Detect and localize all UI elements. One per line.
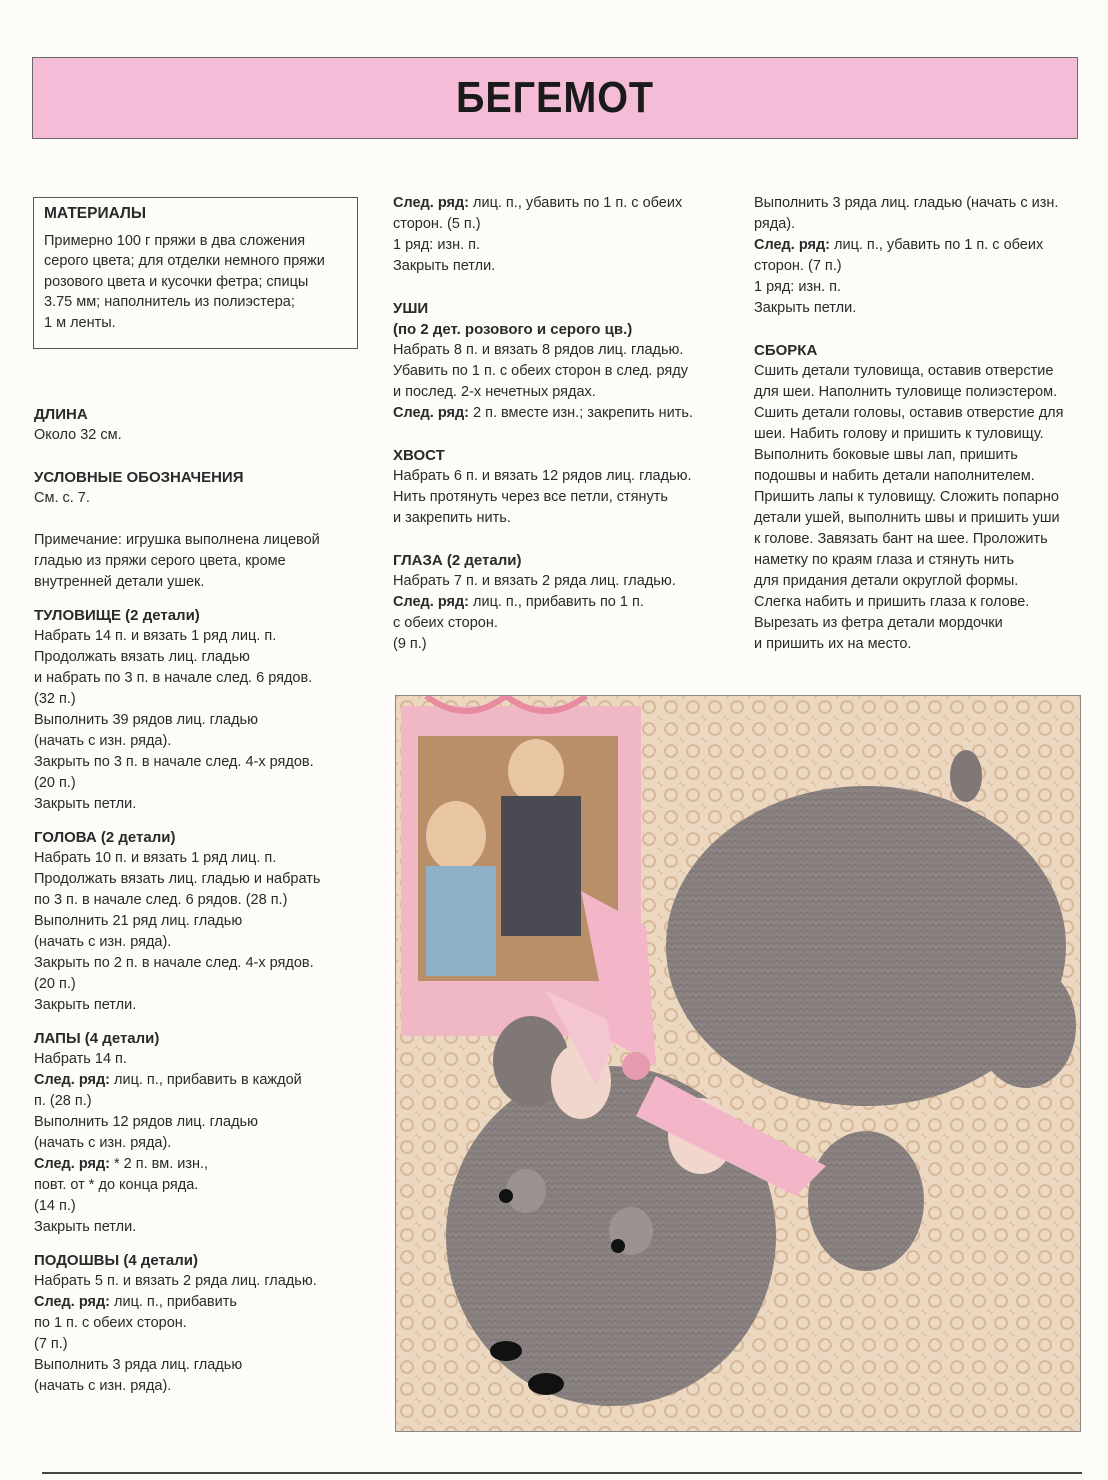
title-banner [32, 57, 1078, 139]
hippo-eye [611, 1239, 625, 1253]
column-1 [34, 404, 364, 1397]
paws-line [34, 1154, 364, 1175]
note-line: гладью из пряжи серого цвета, кроме [34, 553, 286, 569]
assembly-line: для шеи. Наполнить туловище полиэстером. [754, 384, 1058, 400]
assembly-heading: СБОРКА [754, 342, 818, 359]
col2-line: сторон. (5 п.) [393, 216, 481, 232]
row-text: 2 п. вместе изн.; закрепить нить. [468, 405, 693, 421]
tail-line: Нить протянуть через все петли, стянуть [393, 489, 668, 505]
body-line: Продолжать вязать лиц. гладью [34, 649, 250, 665]
length-text: Около 32 см. [34, 427, 122, 443]
paws-line: Закрыть петли. [34, 1219, 137, 1235]
tail-line: и закрепить нить. [393, 510, 511, 526]
materials-line: Примерно 100 г пряжи в два сложения [44, 232, 306, 249]
ears-heading: УШИ [393, 300, 429, 317]
soles-line: по 1 п. с обеих сторон. [34, 1315, 187, 1331]
ears-line [393, 403, 733, 424]
hippo-eye-socket [506, 1169, 546, 1213]
assembly-line: Сшить детали головы, оставив отверстие для [754, 405, 1064, 421]
col2-line: 1 ряд: изн. п. [393, 237, 481, 253]
column-2 [393, 193, 733, 655]
assembly-line: детали ушей, выполнить швы и пришить уши [754, 510, 1060, 526]
row-label: След. ряд: [393, 195, 469, 211]
length-heading: ДЛИНА [34, 406, 88, 423]
hippo-illustration [396, 696, 1081, 1432]
paws-line: Набрать 14 п. [34, 1051, 127, 1067]
body-line: (32 п.) [34, 691, 76, 707]
eyes-line: (9 п.) [393, 636, 427, 652]
eyes-heading: ГЛАЗА (2 детали) [393, 552, 522, 569]
assembly-line: Вырезать из фетра детали мордочки [754, 615, 1003, 631]
assembly-line: подошвы и набить детали наполнителем. [754, 468, 1035, 484]
assembly-line: Слегка набить и пришить глаза к голове. [754, 594, 1030, 610]
body-heading: ТУЛОВИЩЕ (2 детали) [34, 607, 200, 624]
assembly-line: Сшить детали туловища, оставив отверстие [754, 363, 1054, 379]
head-line: (начать с изн. ряда). [34, 934, 172, 950]
materials-line: розового цвета и кусочки фетра; спицы [44, 273, 309, 290]
note-line: внутренней детали ушек. [34, 574, 205, 590]
assembly-line: Выполнить боковые швы лап, пришить [754, 447, 1018, 463]
body-line: Закрыть по 3 п. в начале след. 4-х рядов. [34, 754, 314, 770]
symbols-heading: УСЛОВНЫЕ ОБОЗНАЧЕНИЯ [34, 469, 244, 486]
row-label: След. ряд: [34, 1156, 110, 1172]
body-line: Выполнить 39 рядов лиц. гладью [34, 712, 258, 728]
page-title: БЕГЕМОТ [455, 73, 655, 122]
assembly-line: для придания детали округлой формы. [754, 573, 1019, 589]
head-line: по 3 п. в начале след. 6 рядов. (28 п.) [34, 892, 288, 908]
tail-line: Набрать 6 п. и вязать 12 рядов лиц. гладью. [393, 468, 692, 484]
soles-line: (начать с изн. ряда). [34, 1378, 172, 1394]
head-line: Набрать 10 п. и вязать 1 ряд лиц. п. [34, 850, 277, 866]
row-label: След. ряд: [393, 594, 469, 610]
hippo-nostril [528, 1373, 564, 1395]
hippo-nostril [490, 1341, 522, 1361]
bottom-divider [42, 1472, 1082, 1474]
row-text: лиц. п., убавить по 1 п. с обеих [829, 237, 1044, 253]
head-line: Закрыть петли. [34, 997, 137, 1013]
head-line: (20 п.) [34, 976, 76, 992]
body-line: и набрать по 3 п. в начале след. 6 рядов. [34, 670, 313, 686]
paws-line: Выполнить 12 рядов лиц. гладью [34, 1114, 258, 1130]
body-line: (начать с изн. ряда). [34, 733, 172, 749]
col3-line [754, 235, 1089, 256]
head-line: Продолжать вязать лиц. гладью и набрать [34, 871, 321, 887]
materials-heading: МАТЕРИАЛЫ [44, 205, 147, 222]
soles-line: Набрать 5 п. и вязать 2 ряда лиц. гладью. [34, 1273, 317, 1289]
row-text: * 2 п. вм. изн., [109, 1156, 209, 1172]
row-label: След. ряд: [393, 405, 469, 421]
soles-line: Выполнить 3 ряда лиц. гладью [34, 1357, 243, 1373]
assembly-line: шеи. Набить голову и пришить к туловищу. [754, 426, 1044, 442]
row-text: лиц. п., прибавить по 1 п. [468, 594, 644, 610]
hippo-eye [499, 1189, 513, 1203]
ears-line: Набрать 8 п. и вязать 8 рядов лиц. гладью. [393, 342, 684, 358]
assembly-line: Пришить лапы к туловищу. Сложить попарно [754, 489, 1059, 505]
assembly-line: и пришить их на место. [754, 636, 912, 652]
soles-line: (7 п.) [34, 1336, 68, 1352]
row-text: лиц. п., убавить по 1 п. с обеих [468, 195, 683, 211]
ears-subheading: (по 2 дет. розового и серого цв.) [393, 321, 633, 338]
col2-line: Закрыть петли. [393, 258, 496, 274]
row-text: лиц. п., прибавить [109, 1294, 237, 1310]
col3-line: 1 ряд: изн. п. [754, 279, 842, 295]
hippo-tail [950, 750, 982, 802]
eyes-line: Набрать 7 п. и вязать 2 ряда лиц. гладью. [393, 573, 676, 589]
col3-line: Закрыть петли. [754, 300, 857, 316]
hippo-back-paw [976, 964, 1076, 1088]
paws-line [34, 1070, 364, 1091]
row-text: лиц. п., прибавить в каждой [109, 1072, 302, 1088]
col3-line: ряда). [754, 216, 796, 232]
paws-line: п. (28 п.) [34, 1093, 92, 1109]
head-line: Закрыть по 2 п. в начале след. 4-х рядов. [34, 955, 314, 971]
paws-heading: ЛАПЫ (4 детали) [34, 1030, 160, 1047]
body-line: Набрать 14 п. и вязать 1 ряд лиц. п. [34, 628, 277, 644]
ears-line: Убавить по 1 п. с обеих сторон в след. ряду [393, 363, 688, 379]
paws-line: (14 п.) [34, 1198, 76, 1214]
ears-line: и послед. 2-х нечетных рядах. [393, 384, 596, 400]
soles-heading: ПОДОШВЫ (4 детали) [34, 1252, 198, 1269]
col3-line: сторон. (7 п.) [754, 258, 842, 274]
row-label: След. ряд: [34, 1294, 110, 1310]
paws-line: повт. от * до конца ряда. [34, 1177, 199, 1193]
col3-line: Выполнить 3 ряда лиц. гладью (начать с изн. [754, 195, 1059, 211]
assembly-line: наметку по краям глаза и стянуть нить [754, 552, 1015, 568]
head-line: Выполнить 21 ряд лиц. гладью [34, 913, 243, 929]
hippo-photo [395, 695, 1081, 1432]
materials-line: 3.75 мм; наполнитель из полиэстера; [44, 294, 295, 310]
soles-line [34, 1292, 364, 1313]
body-line: Закрыть петли. [34, 796, 137, 812]
materials-box [33, 197, 358, 349]
hippo-front-paw [808, 1131, 924, 1271]
note-line: Примечание: игрушка выполнена лицевой [34, 532, 320, 548]
column-3 [754, 193, 1089, 655]
materials-line: серого цвета; для отделки немного пряжи [44, 253, 325, 269]
body-line: (20 п.) [34, 775, 76, 791]
row-label: След. ряд: [34, 1072, 110, 1088]
col2-line [393, 193, 733, 214]
assembly-line: к голове. Завязать бант на шее. Проложить [754, 531, 1048, 547]
head-heading: ГОЛОВА (2 детали) [34, 829, 176, 846]
eyes-line: с обеих сторон. [393, 615, 498, 631]
symbols-text: См. с. 7. [34, 490, 90, 506]
tail-heading: ХВОСТ [393, 447, 445, 464]
materials-line: 1 м ленты. [44, 314, 116, 331]
eyes-line [393, 592, 733, 613]
paws-line: (начать с изн. ряда). [34, 1135, 172, 1151]
row-label: След. ряд: [754, 237, 830, 253]
